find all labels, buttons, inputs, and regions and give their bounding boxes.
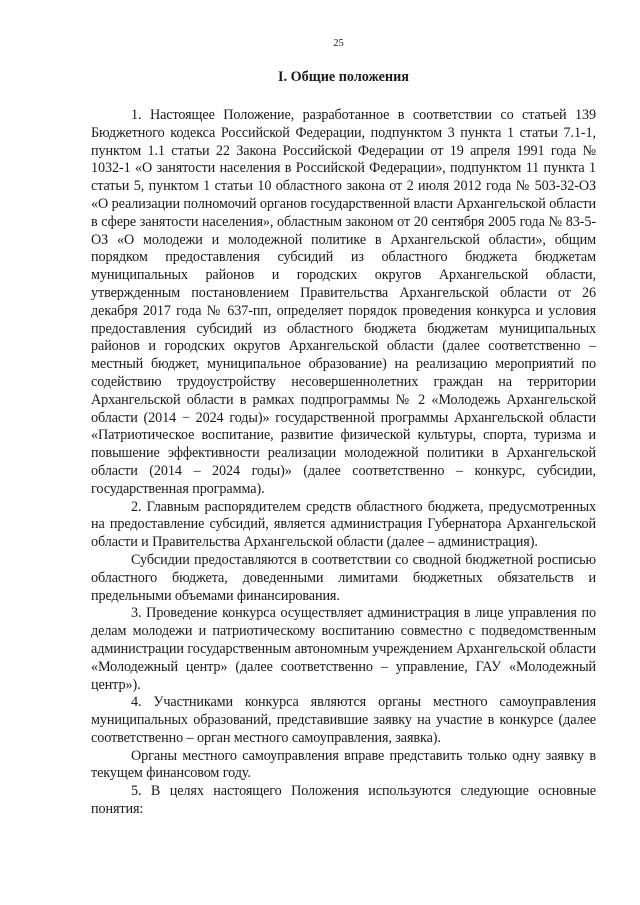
paragraph-4: 3. Проведение конкурса осуществляет администрация в лице управления по делам молодежи и патриотическому воспитанию совместно с подведомственным администрации государственным автономным учреждением Архангельской области «Молодежный центр» (далее соответственно – управление, ГАУ «Молодежный центр»). <box>91 605 596 693</box>
page-number: 25 <box>333 38 344 49</box>
paragraph-7: 5. В целях настоящего Положения используются следующие основные понятия: <box>91 783 596 818</box>
paragraph-5: 4. Участниками конкурса являются органы местного самоуправления муниципальных образований, представившие заявку на участие в конкурсе (далее соответственно – орган местного самоуправления, заявка). <box>91 694 596 746</box>
paragraph-2: 2. Главным распорядителем средств областного бюджета, предусмотренных на предоставление субсидий, является администрация Губернатора Архангельской области и Правительства Архангельской области (далее – администрация). <box>91 498 596 551</box>
paragraph-1: 1. Настоящее Положение, разработанное в соответствии со статьей 139 Бюджетного кодекса Российской Федерации, подпунктом 3 пункта 1 статьи 7.1-1, пунктом 1.1 статьи 22 Закона Российской Федерации от 19 апреля 1991 года № 1032-1 «О занятости населения в Российской Федерации», подпунктом 11 пункта 1 статьи 5, пунктом 1 статьи 10 областного закона от 2 июля 2012 года № 503-32-ОЗ «О реализации полномочий органов государственной власти Архангельской области в сфере занятости населения», областным законом от 20 сентября 2005 года № 83-5-ОЗ «О молодежи и молодежной политике в Архангельской области», общим порядком предоставления субсидий из областного бюджета бюджетам муниципальных районов и городских округов Архангельской области, утвержденным постановлением Правительства Архангельской области от 26 декабря 2017 года № 637-пп, определяет порядок проведения конкурса и условия предоставления субсидий из областного бюджета бюджетам муниципальных районов и городских округов Архангельской области (далее соответственно – местный бюджет, муниципальное образование) на реализацию мероприятий по содействию трудоустройству несовершеннолетних граждан на территории Архангельской области в рамках подпрограммы № 2 «Молодежь Архангельской области (2014 − 2024 годы)» государственной программы Архангельской области «Патриотическое воспитание, развитие физической культуры, спорта, туризма и повышение эффективности реализации молодежной политики в Архангельской области (2014 – 2024 годы)» (далее соответственно – конкурс, субсидии, государственная программа). <box>91 107 596 497</box>
paragraph-3: Субсидии предоставляются в соответствии со сводной бюджетной росписью областного бюджета, доведенными лимитами бюджетных обязательств и предельными объемами финансирования. <box>91 551 596 604</box>
section-title: I. Общие положения <box>278 69 409 85</box>
document-body <box>91 107 596 819</box>
paragraph-6: Органы местного самоуправления вправе представить только одну заявку в текущем финансовом году. <box>91 747 596 782</box>
